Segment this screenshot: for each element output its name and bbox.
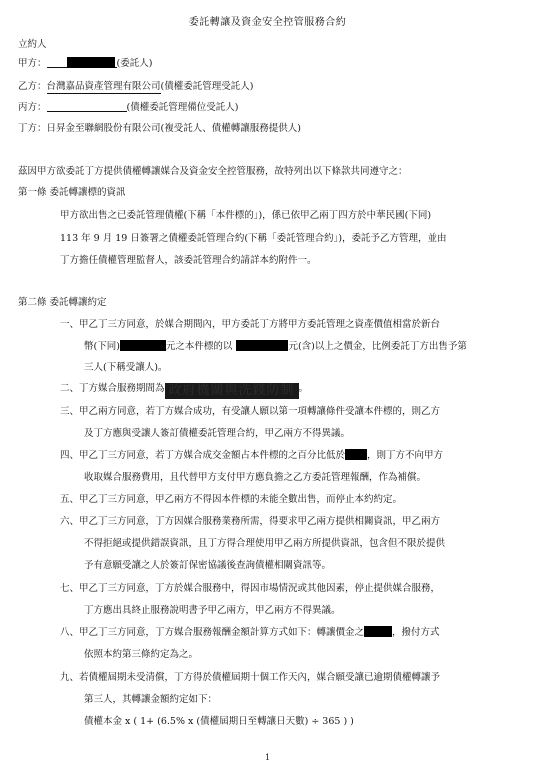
party-c-name-blank <box>47 101 127 112</box>
article-2-item-5: 五、甲乙丁三方同意，甲乙兩方不得因本件標的未能全數出售，而停止本約約定。 <box>60 494 403 505</box>
article-2-item-4-line-2: 收取媒合服務費用，且代替甲方支付甲方應負擔之乙方委託管理報酬，作為補償。 <box>84 472 427 483</box>
party-a-prefix: 甲方： <box>18 58 47 69</box>
item-2-prefix: 二、丁方媒合服務期間為 <box>60 383 165 394</box>
party-c-line <box>18 101 238 114</box>
article-2-item-7-line-2: 丁方應出具終止服務說明書予甲乙兩方，甲乙兩方不得異議。 <box>84 605 341 616</box>
article-2-item-3-line-1: 三、甲乙兩方同意，若丁方媒合成功，有受讓人願以第一項轉讓條件受讓本件標的，則乙方 <box>60 406 441 417</box>
party-b-suffix: (債權委託管理受託人) <box>160 81 254 92</box>
item-1-redaction-amount-1 <box>120 340 166 351</box>
document-title: 委託轉讓及資金安全控管服務合約 <box>188 17 347 28</box>
article-2-item-7-line-1: 七、甲乙丁三方同意，丁方於媒合服務中，得因市場情況或其他因素，停止提供媒合服務， <box>60 583 441 594</box>
party-a-name-blank <box>47 57 117 68</box>
intro-paragraph: 茲因甲方欲委託丁方提供債權轉讓媒合及資金安全控管服務，故特列出以下條款共同遵守之： <box>18 166 408 177</box>
item-8-redaction <box>364 626 392 637</box>
article-2-item-1-line-1: 一、甲乙丁三方同意，於媒合期間內，甲方委託丁方將甲方委託管理之資產價值相當於新台 <box>60 319 441 330</box>
item-8-post: ，撥付方式 <box>392 627 440 638</box>
item-4-post: ，則丁方不向甲方 <box>367 450 444 461</box>
party-d-line: 丁方：日昇金至聯網股份有限公司(複受託人、債權轉讓服務提供人) <box>18 123 301 134</box>
article-2-item-6-line-1: 六、甲乙丁三方同意，丁方因媒合服務業務所需，得要求甲乙兩方提供相關資訊，甲乙兩方 <box>60 516 441 527</box>
party-b-name: 台灣嘉品資產管理有限公司 <box>46 81 161 92</box>
article-1-line-2: 113 年 9 月 19 日簽署之債權委託管理合約(下稱「委託管理合約」)，委託予乙方管理，並由 <box>60 233 447 244</box>
page-number: 1 <box>264 753 271 762</box>
article-2-item-8-line-1 <box>60 626 440 639</box>
item-1-prefix: 幣(下同) <box>84 341 120 352</box>
item-2-post: 。 <box>298 383 309 394</box>
article-1-line-1: 甲方欲出售之已委託管理債權(下稱「本件標的」)，係已依甲乙兩丁四方於中華民國(下同) <box>60 210 432 221</box>
article-2-item-1-line-3: 三人(下稱受讓人)。 <box>84 362 168 373</box>
article-2-item-4-line-1 <box>60 449 443 462</box>
party-c-suffix: (債權委託管理備位受託人) <box>126 102 239 113</box>
article-2-item-9-line-1: 九、若債權屆期未受清償，丁方得於債權屆期十個工作天內，媒合願受讓已逾期債權轉讓予 <box>60 672 441 683</box>
article-2-item-2 <box>60 382 308 399</box>
article-1-heading: 第一條 委託轉讓標的資訊 <box>18 187 126 198</box>
item-1-mid: 元之本件標的以 <box>165 341 233 352</box>
party-b-prefix: 乙方： <box>18 81 47 92</box>
party-a-redaction <box>67 57 115 68</box>
item-1-post: 元(含)以上之價金，比例委託丁方出售予第 <box>288 341 467 352</box>
article-2-item-1-line-2 <box>84 340 467 353</box>
article-2-heading: 第二條 委託轉讓約定 <box>18 297 107 308</box>
item-1-redaction-amount-2 <box>236 340 288 351</box>
item-2-overlay-banner: 政府機關與洗錢防制 <box>165 383 299 399</box>
party-a-line <box>18 57 152 70</box>
article-2-item-3-line-2: 及丁方應與受讓人簽訂債權委託管理合約，甲乙兩方不得異議。 <box>84 428 351 439</box>
article-1-line-3: 丁方擔任債權管理監督人，該委託管理合約請詳本約附件一。 <box>60 255 317 266</box>
party-a-suffix: (委託人) <box>116 58 153 69</box>
party-b-line <box>18 80 253 94</box>
item-4-redaction <box>345 449 367 460</box>
item-4-prefix: 四、甲乙丁三方同意，若丁方媒合成交金額占本件標的之百分比低於 <box>60 450 346 461</box>
article-2-item-6-line-2: 不得拒絕或提供錯誤資訊，且丁方得合理使用甲乙兩方所提供資訊，包含但不限於提供 <box>84 538 446 549</box>
article-2-item-9-formula: 債權本金 x ( 1+ (6.5% x (債權屆期日至轉讓日天數) ÷ 365 ) ) <box>84 716 354 727</box>
party-c-prefix: 丙方： <box>18 102 47 113</box>
article-2-item-8-line-2: 依照本約第三條約定為之。 <box>84 649 199 660</box>
article-2-item-9-line-2: 第三人，其轉讓金額約定如下： <box>84 694 218 705</box>
parties-header: 立約人 <box>18 39 47 50</box>
item-8-prefix: 八、甲乙丁三方同意，丁方媒合服務報酬金額計算方式如下：轉讓價金之 <box>60 627 365 638</box>
article-2-item-6-line-3: 予有意願受讓之人於簽訂保密協議後查詢債權相關資訊等。 <box>84 560 332 571</box>
